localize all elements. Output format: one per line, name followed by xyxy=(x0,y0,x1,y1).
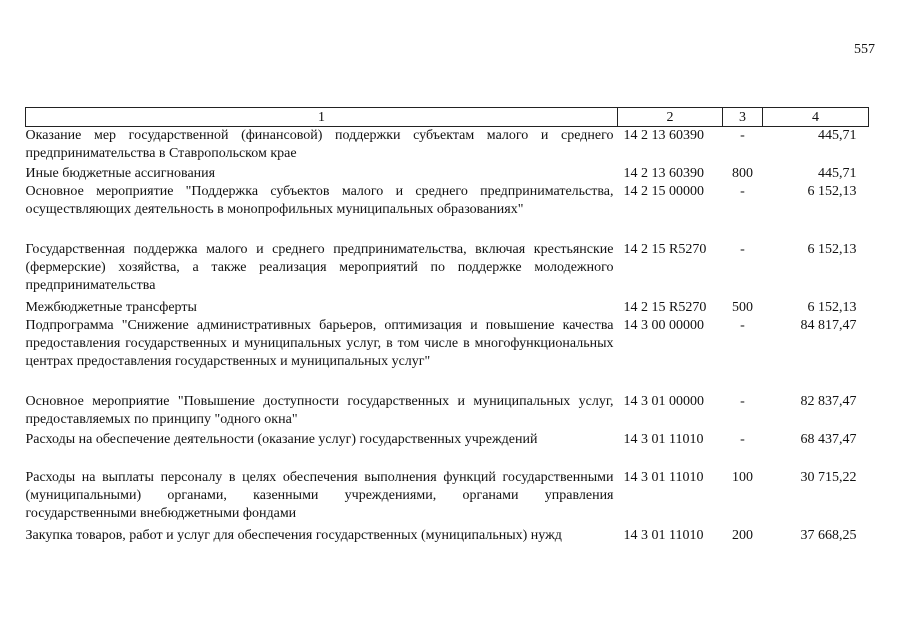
table-row xyxy=(26,431,869,469)
page-number: 557 xyxy=(854,42,875,57)
row-code: 14 3 01 11010 xyxy=(623,431,704,447)
row-vr: - xyxy=(740,393,745,409)
row-code: 14 3 01 00000 xyxy=(623,393,704,409)
column-header-name: 1 xyxy=(26,108,618,127)
row-sum: 445,71 xyxy=(818,128,857,143)
row-code: 14 2 15 00000 xyxy=(623,183,704,199)
table-row xyxy=(26,299,869,317)
budget-table xyxy=(25,107,869,545)
row-vr: 500 xyxy=(732,299,753,315)
row-name: Основное мероприятие "Повышение доступности государственных и муниципальных услуг, предоставляемых по принципу "одного окна" xyxy=(25,393,614,427)
row-code: 14 3 01 11010 xyxy=(623,527,704,543)
row-code: 14 2 15 R5270 xyxy=(623,299,707,315)
table-row xyxy=(26,469,869,527)
row-sum: 30 715,22 xyxy=(800,469,857,485)
row-vr: - xyxy=(740,431,745,447)
table-row xyxy=(26,165,869,183)
row-name: Основное мероприятие "Поддержка субъектов малого и среднего предпринимательства, осуществляющих деятельность в монопрофильных муниципальных образованиях" xyxy=(25,183,614,217)
row-name: Межбюджетные трансферты xyxy=(25,299,197,315)
row-sum: 37 668,25 xyxy=(800,527,857,543)
row-name: Оказание мер государственной (финансовой) поддержки субъектам малого и среднего предпринимательства в Ставропольском крае xyxy=(25,128,614,161)
row-name: Подпрограмма "Снижение административных барьеров, оптимизация и повышение качества предоставления государственных и муниципальных услуг, в том числе в многофункциональных центрах предоставления государственных и муниципальных услуг" xyxy=(25,317,614,369)
row-sum: 6 152,13 xyxy=(807,183,857,199)
table-row xyxy=(26,183,869,241)
table-row xyxy=(26,317,869,393)
row-sum: 445,71 xyxy=(818,165,857,181)
row-vr: 800 xyxy=(732,165,753,181)
row-code: 14 3 00 00000 xyxy=(623,317,704,333)
row-vr: - xyxy=(740,183,745,199)
row-vr: - xyxy=(740,128,745,143)
row-vr: - xyxy=(740,317,745,333)
table-row xyxy=(26,527,869,545)
row-code: 14 2 13 60390 xyxy=(623,165,704,181)
row-sum: 68 437,47 xyxy=(800,431,857,447)
table-row xyxy=(26,241,869,299)
column-header-vr: 3 xyxy=(723,108,763,127)
row-name: Расходы на обеспечение деятельности (оказание услуг) государственных учреждений xyxy=(25,431,538,447)
row-vr: - xyxy=(740,241,745,257)
row-code: 14 2 15 R5270 xyxy=(623,241,707,257)
row-vr: 200 xyxy=(732,527,753,543)
row-vr: 100 xyxy=(732,469,753,485)
table-row xyxy=(26,127,869,165)
row-sum: 6 152,13 xyxy=(807,241,857,257)
table-row xyxy=(26,393,869,431)
row-name: Иные бюджетные ассигнования xyxy=(25,165,216,181)
row-code: 14 2 13 60390 xyxy=(623,128,704,143)
table-header-row xyxy=(26,108,869,127)
row-name: Закупка товаров, работ и услуг для обеспечения государственных (муниципальных) нужд xyxy=(25,527,562,543)
row-name: Расходы на выплаты персоналу в целях обеспечения выполнения функций государственными (муниципальными) органами, казенными учреждениями, органами управления государственными внебюджетными фондами xyxy=(25,469,614,521)
row-sum: 6 152,13 xyxy=(807,299,857,315)
row-code: 14 3 01 11010 xyxy=(623,469,704,485)
column-header-sum: 4 xyxy=(763,108,869,127)
column-header-code: 2 xyxy=(618,108,723,127)
row-sum: 82 837,47 xyxy=(800,393,857,409)
row-sum: 84 817,47 xyxy=(800,317,857,333)
row-name: Государственная поддержка малого и среднего предпринимательства, включая крестьянские (фермерские) хозяйства, а также реализация мероприятий по поддержке молодежного предпринимательства xyxy=(25,241,614,293)
